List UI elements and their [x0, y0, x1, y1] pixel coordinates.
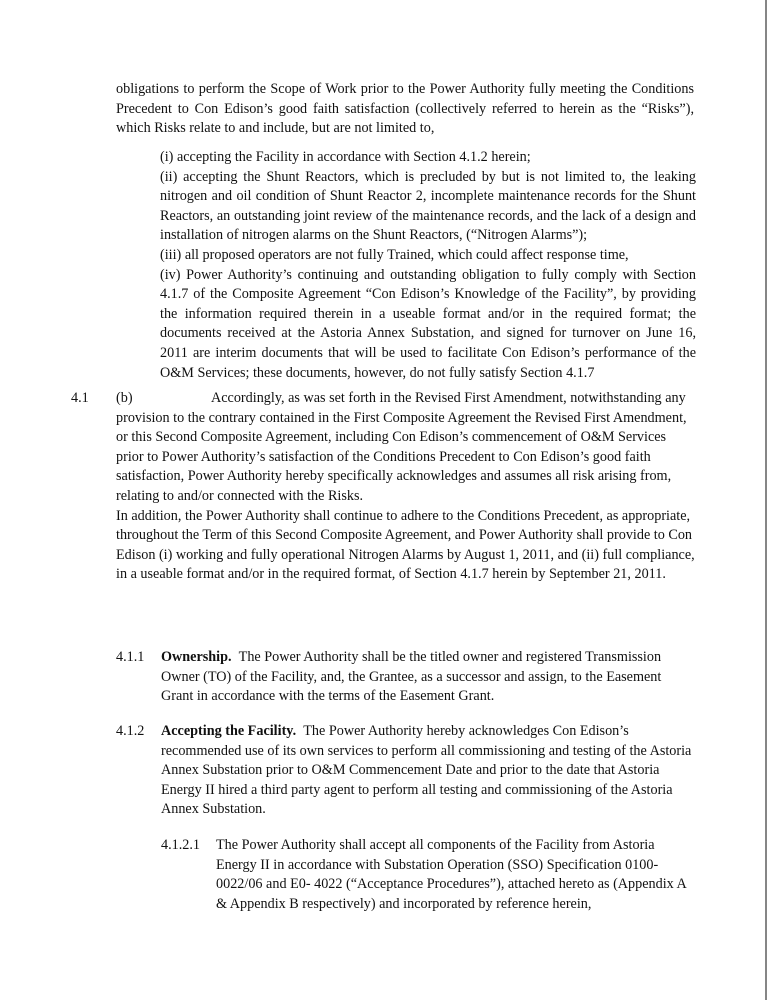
subsection-label: (b) [116, 390, 133, 406]
risk-item: (iv) Power Authority’s continuing and outstanding obligation to fully comply with Section 4.1.7 of the Composite Agreement “Con Edison’s Knowledge of the Facility”, by providing the information required therein in a useable format and/or in the required format; the documents received at the Astoria Annex Substation, and signed for turnover on June 16, 2011 are interim documents that will be used to facilitate Con Edison’s performance of the O&M Services; these documents, however, do not fully satisfy Section 4.1.7 [160, 266, 696, 381]
risk-item: (iii) all proposed operators are not fully Trained, which could affect response time, [160, 246, 629, 263]
section-heading: Accepting the Facility. [161, 723, 297, 739]
scan-edge-line [765, 0, 767, 1000]
risk-list [160, 148, 696, 383]
risk-item: (ii) accepting the Shunt Reactors, which is precluded by but is not limited to, the leaking nitrogen and oil condition of Shunt Reactor 2, incomplete maintenance records for the Shunt Reactors, an outstanding joint review of the maintenance records, and the lack of a design and installation of nitrogen alarms on the Shunt Reactors, (“Nitrogen Alarms”); [160, 168, 696, 244]
section-text: The Power Authority shall be the titled owner and registered Transmission Owner (TO) of the Facility, and, the Grantee, as a successor and assign, to the Easement Grant in accordance with the terms of the Easement Grant. [161, 649, 662, 705]
section-4-1-para1-text: Accordingly, as was set forth in the Revised First Amendment, notwithstanding any provision to the contrary contained in the First Composite Agreement the Revised First Amendment, or this Second Composite Agreement, including Con Edison’s commencement of O&M Services prior to Power Authority’s satisfaction of the Conditions Precedent to Con Edison’s good faith satisfaction, Power Authority hereby specifically acknowledges and assumes all risk arising from, relating to and/or connected with the Risks. [116, 390, 687, 504]
section-number: 4.1.2 [116, 723, 145, 739]
risk-item: (i) accepting the Facility in accordance with Section 4.1.2 herein; [160, 149, 531, 165]
section-4-1-2 [161, 722, 696, 820]
intro-paragraph: obligations to perform the Scope of Work prior to the Power Authority fully meeting the Conditions Precedent to Con Edison’s good faith satisfaction (collectively referred to herein as the “Risks”), which Risks relate to and include, but are not limited to, [116, 81, 694, 137]
section-number: 4.1 [71, 390, 89, 406]
section-4-1-1 [161, 648, 696, 707]
section-text: The Power Authority hereby acknowledges Con Edison’s recommended use of its own services to perform all commissioning and testing of the Astoria Annex Substation prior to O&M Commencement Date and prior to the date that Astoria Energy II hired a third party agent to perform all testing and commissioning of the Astoria Annex Substation. [161, 723, 692, 818]
section-heading: Ownership. [161, 649, 232, 665]
section-4-1-2-1: The Power Authority shall accept all components of the Facility from Astoria Energy II in accordance with Substation Operation (SSO) Specification 0100-0022/06 and E0- 4022 (“Acceptance Procedures”), attached hereto as (Appendix A & Appendix B respectively) and incorporated by reference herein, [216, 837, 686, 912]
section-4-1-para1 [116, 389, 696, 507]
section-4-1-para2: In addition, the Power Authority shall continue to adhere to the Conditions Precedent, as appropriate, throughout the Term of this Second Composite Agreement, and Power Authority shall provide to Con Edison (i) working and fully operational Nitrogen Alarms by August 1, 2011, and (ii) full compliance, in a useable format and/or in the required format, of Section 4.1.7 herein by September 21, 2011. [116, 507, 695, 583]
section-number: 4.1.2.1 [161, 837, 201, 853]
section-4-1-body [116, 389, 696, 585]
section-number: 4.1.1 [116, 649, 145, 665]
